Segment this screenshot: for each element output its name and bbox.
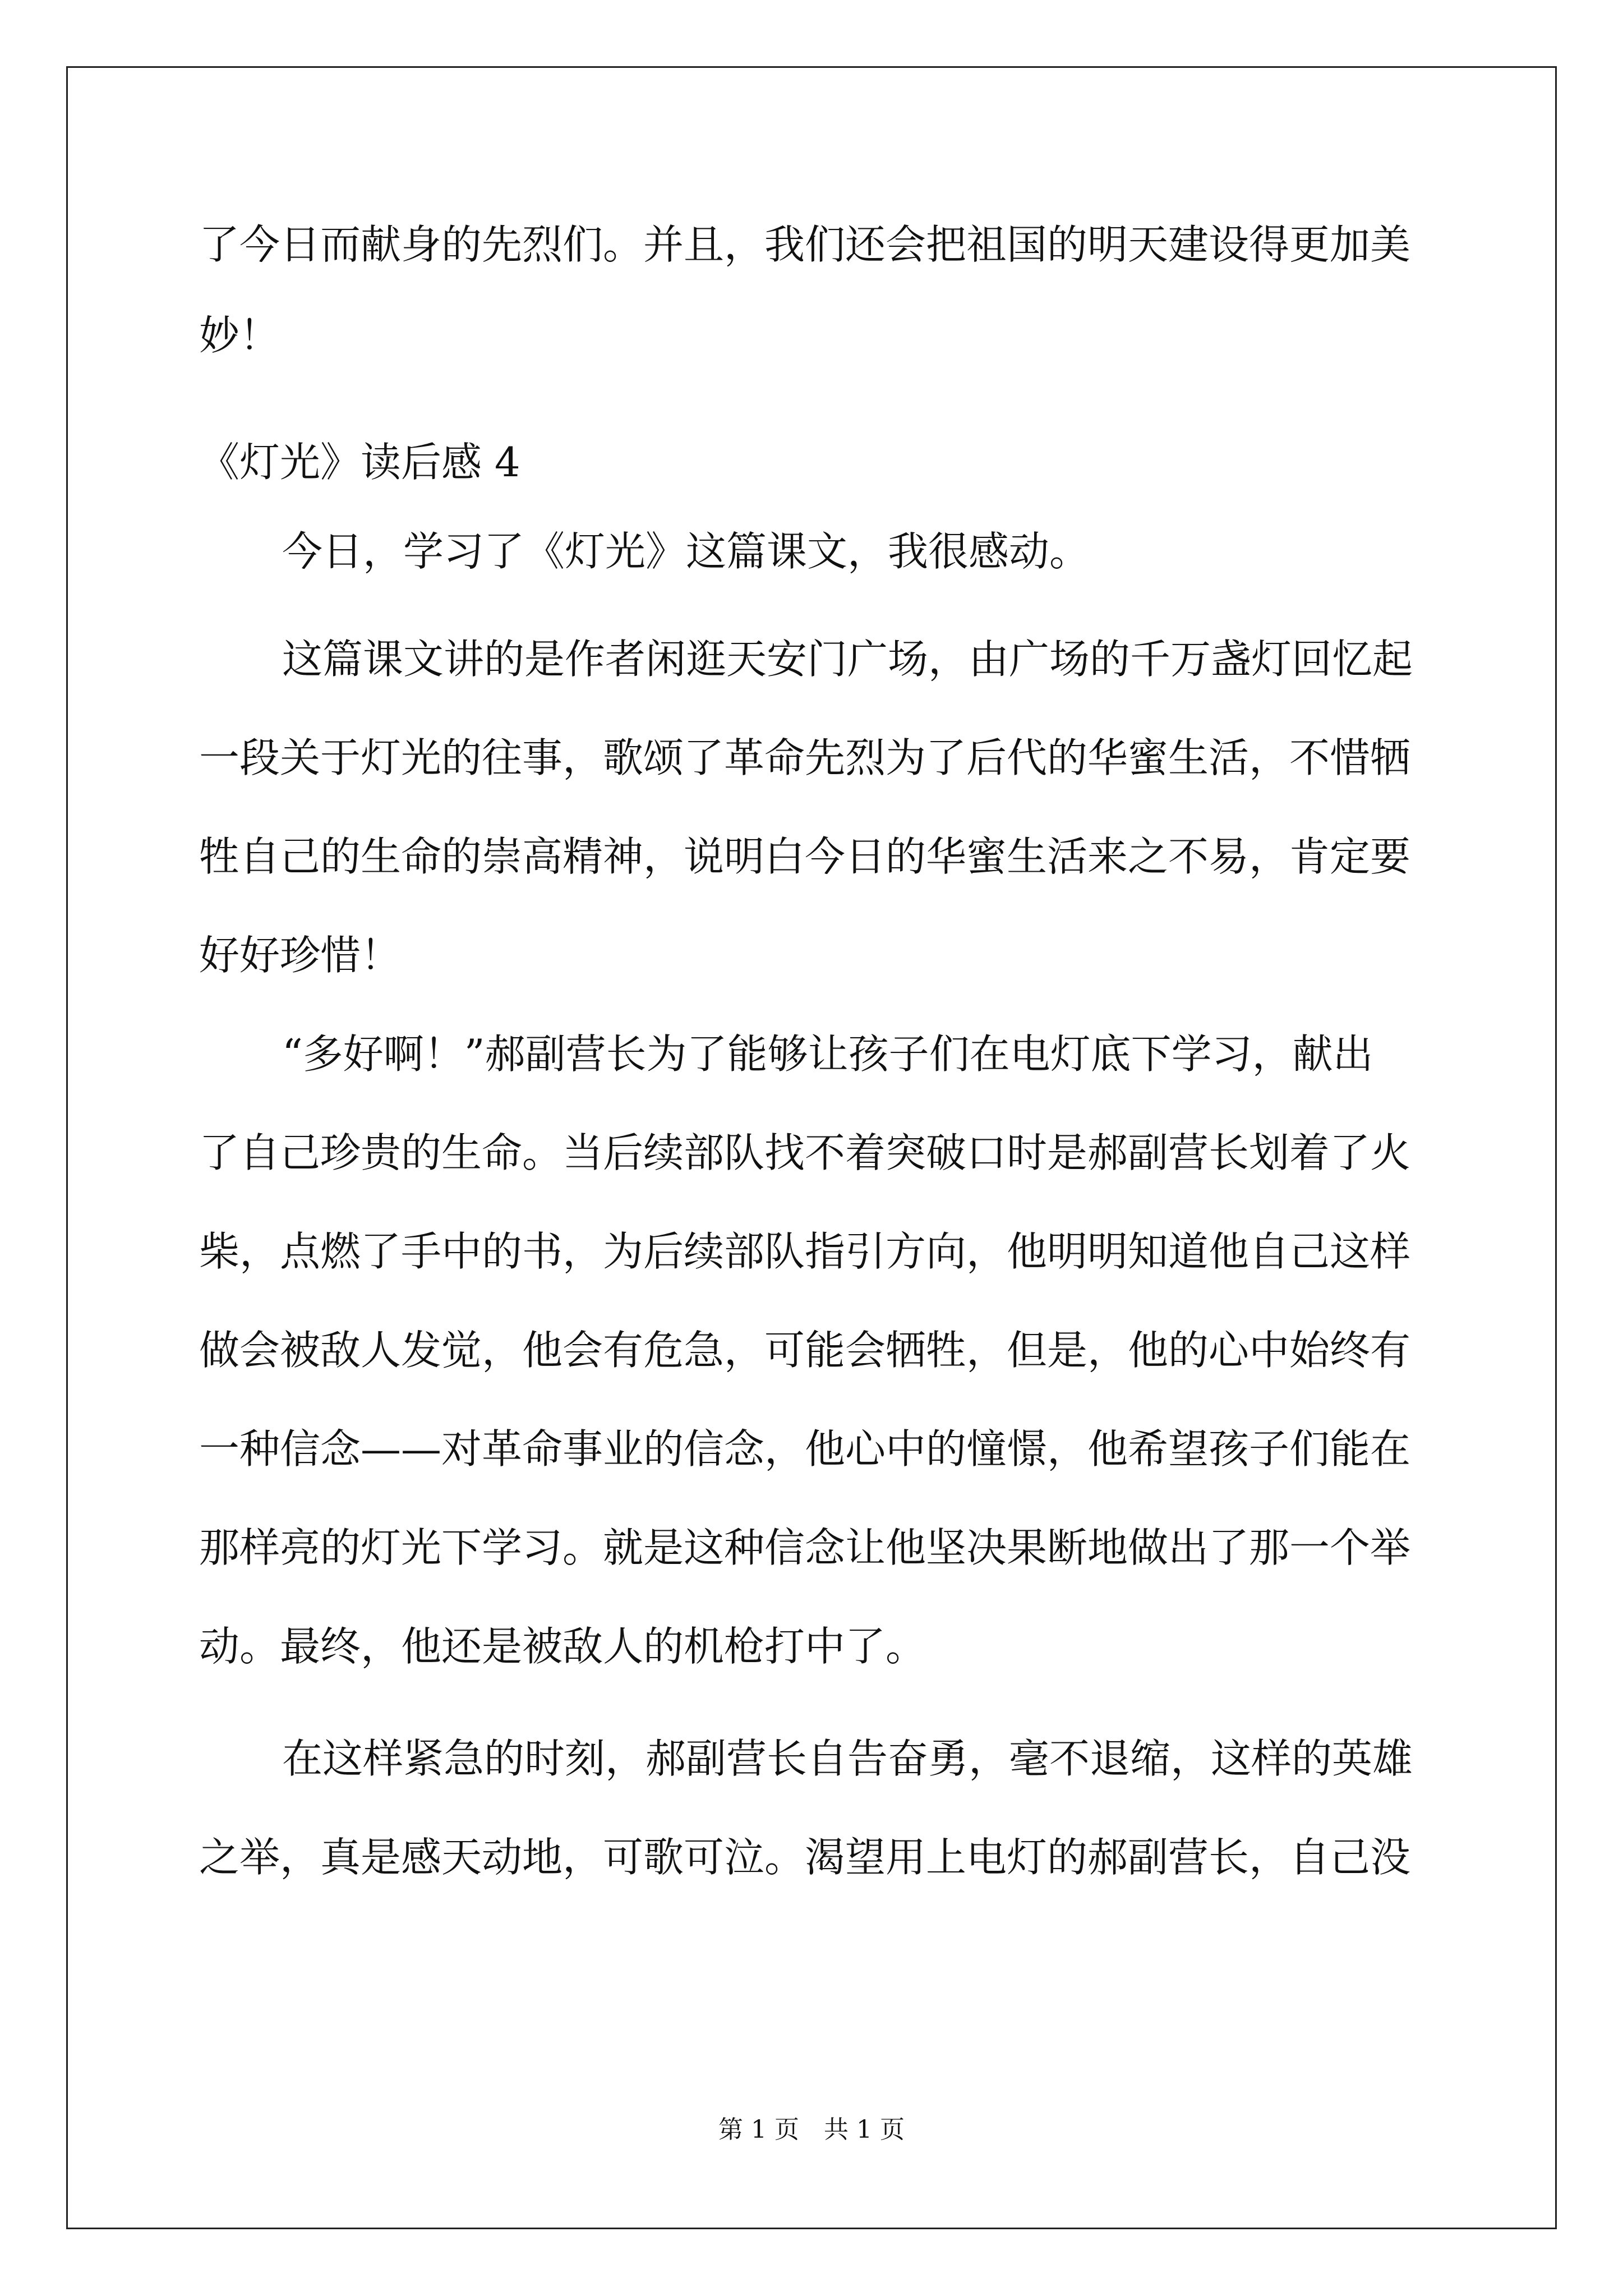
paragraph-first-line: “多好啊！”郝副营长为了能够让孩子们在电灯底下学习，献出: [282, 1030, 1373, 1078]
section-heading: 《灯光》读后感 4: [199, 439, 520, 486]
text-line: 一种信念——对革命事业的信念，他心中的憧憬，他希望孩子们能在: [199, 1425, 1411, 1473]
page-number-footer: 第 1 页 共 1 页: [718, 2115, 905, 2144]
paragraph-first-line: 这篇课文讲的是作者闲逛天安门广场，由广场的千万盏灯回忆起: [282, 636, 1413, 683]
paragraph-first-line: 今日，学习了《灯光》这篇课文，我很感动。: [282, 528, 1090, 575]
text-line: 那样亮的灯光下学习。就是这种信念让他坚决果断地做出了那一个举: [199, 1524, 1411, 1571]
text-line: 好好珍惜！: [199, 932, 402, 979]
text-line: 做会被敌人发觉，他会有危急，可能会牺牲，但是，他的心中始终有: [199, 1327, 1411, 1374]
text-line: 了自己珍贵的生命。当后续部队找不着突破口时是郝副营长划着了火: [199, 1129, 1411, 1176]
text-line: 妙！: [199, 312, 280, 359]
text-line: 一段关于灯光的往事，歌颂了革命先烈为了后代的华蜜生活，不惜牺: [199, 734, 1411, 781]
text-line: 了今日而献身的先烈们。并且，我们还会把祖国的明天建设得更加美: [199, 221, 1411, 268]
text-line: 柴，点燃了手中的书，为后续部队指引方向，他明明知道他自己这样: [199, 1228, 1411, 1275]
text-line: 牲自己的生命的崇高精神，说明白今日的华蜜生活来之不易，肯定要: [199, 833, 1411, 880]
text-line: 之举，真是感天动地，可歌可泣。渴望用上电灯的郝副营长，自己没: [199, 1834, 1411, 1881]
text-line: 动。最终，他还是被敌人的机枪打中了。: [199, 1623, 926, 1670]
paragraph-first-line: 在这样紧急的时刻，郝副营长自告奋勇，毫不退缩，这样的英雄: [282, 1735, 1413, 1782]
